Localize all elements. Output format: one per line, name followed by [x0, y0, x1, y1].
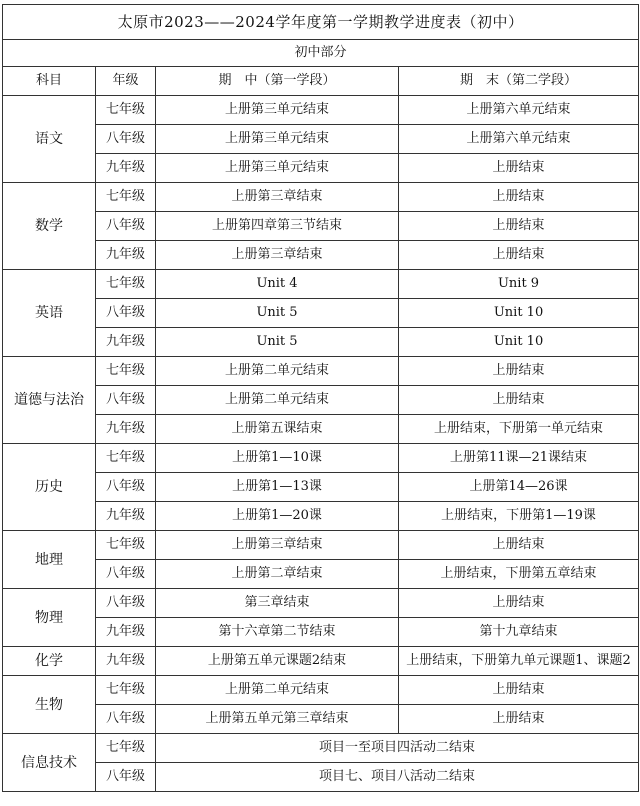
final-cell: Unit 10: [399, 328, 639, 357]
subject-cell: 地理: [3, 531, 96, 589]
table-row: [3, 154, 639, 183]
subject-cell: 历史: [3, 444, 96, 531]
midterm-cell: Unit 4: [156, 270, 399, 299]
section-label: 初中部分: [3, 40, 639, 67]
table-row: [3, 357, 639, 386]
grade-cell: 八年级: [96, 299, 156, 328]
grade-cell: 七年级: [96, 357, 156, 386]
midterm-cell: 上册第五单元课题2结束: [156, 647, 399, 676]
grade-cell: 八年级: [96, 386, 156, 415]
table-row: [3, 415, 639, 444]
grade-cell: 七年级: [96, 270, 156, 299]
midterm-cell: 上册第二单元结束: [156, 676, 399, 705]
table-row: [3, 328, 639, 357]
final-cell: 上册结束，下册第五章结束: [399, 560, 639, 589]
final-cell: 上册结束: [399, 183, 639, 212]
final-cell: 上册结束，下册第九单元课题1、课题2: [399, 647, 639, 676]
table-row: [3, 183, 639, 212]
grade-cell: 八年级: [96, 125, 156, 154]
header-subject: 科目: [3, 67, 96, 96]
schedule-table: [2, 4, 639, 792]
midterm-cell: 上册第三章结束: [156, 241, 399, 270]
midterm-cell: 上册第五单元第三章结束: [156, 705, 399, 734]
subject-cell: 英语: [3, 270, 96, 357]
table-row: [3, 212, 639, 241]
final-cell: 上册第六单元结束: [399, 125, 639, 154]
final-cell: 上册结束，下册第1—19课: [399, 502, 639, 531]
final-cell: 上册结束: [399, 212, 639, 241]
table-row: [3, 589, 639, 618]
grade-cell: 八年级: [96, 560, 156, 589]
merged-progress-cell: 项目七、项目八活动二结束: [156, 763, 639, 792]
midterm-cell: 上册第二单元结束: [156, 357, 399, 386]
subject-cell: 语文: [3, 96, 96, 183]
midterm-cell: 上册第三单元结束: [156, 154, 399, 183]
midterm-cell: Unit 5: [156, 299, 399, 328]
grade-cell: 九年级: [96, 328, 156, 357]
table-row: [3, 763, 639, 792]
final-cell: 上册结束: [399, 386, 639, 415]
grade-cell: 八年级: [96, 589, 156, 618]
table-row: [3, 560, 639, 589]
final-cell: 上册结束: [399, 154, 639, 183]
table-row: [3, 96, 639, 125]
final-cell: 上册结束，下册第一单元结束: [399, 415, 639, 444]
merged-progress-cell: 项目一至项目四活动二结束: [156, 734, 639, 763]
grade-cell: 九年级: [96, 618, 156, 647]
table-row: [3, 618, 639, 647]
final-cell: 上册结束: [399, 676, 639, 705]
midterm-cell: 上册第三章结束: [156, 531, 399, 560]
midterm-cell: Unit 5: [156, 328, 399, 357]
final-cell: 第十九章结束: [399, 618, 639, 647]
table-row: [3, 531, 639, 560]
midterm-cell: 上册第二单元结束: [156, 386, 399, 415]
grade-cell: 九年级: [96, 415, 156, 444]
table-row: [3, 386, 639, 415]
grade-cell: 九年级: [96, 241, 156, 270]
midterm-cell: 上册第三单元结束: [156, 125, 399, 154]
final-cell: 上册结束: [399, 357, 639, 386]
table-row: [3, 502, 639, 531]
midterm-cell: 第十六章第二节结束: [156, 618, 399, 647]
grade-cell: 九年级: [96, 647, 156, 676]
table-row: [3, 125, 639, 154]
table-row: [3, 473, 639, 502]
page-title: 太原市2023——2024学年度第一学期教学进度表（初中）: [3, 5, 639, 40]
header-final: 期 末（第二学段）: [399, 67, 639, 96]
subject-cell: 化学: [3, 647, 96, 676]
table-row: [3, 444, 639, 473]
midterm-cell: 上册第1—10课: [156, 444, 399, 473]
grade-cell: 七年级: [96, 96, 156, 125]
subject-cell: 物理: [3, 589, 96, 647]
table-row: [3, 270, 639, 299]
grade-cell: 八年级: [96, 763, 156, 792]
midterm-cell: 上册第三章结束: [156, 183, 399, 212]
grade-cell: 七年级: [96, 531, 156, 560]
table-row: [3, 705, 639, 734]
final-cell: Unit 10: [399, 299, 639, 328]
table-row: [3, 734, 639, 763]
subject-cell: 数学: [3, 183, 96, 270]
table-row: [3, 299, 639, 328]
grade-cell: 七年级: [96, 734, 156, 763]
midterm-cell: 上册第五课结束: [156, 415, 399, 444]
grade-cell: 八年级: [96, 212, 156, 241]
grade-cell: 七年级: [96, 676, 156, 705]
midterm-cell: 第三章结束: [156, 589, 399, 618]
subject-cell: 信息技术: [3, 734, 96, 792]
final-cell: 上册结束: [399, 705, 639, 734]
subject-cell: 道德与法治: [3, 357, 96, 444]
midterm-cell: 上册第1—13课: [156, 473, 399, 502]
subject-cell: 生物: [3, 676, 96, 734]
midterm-cell: 上册第四章第三节结束: [156, 212, 399, 241]
midterm-cell: 上册第三单元结束: [156, 96, 399, 125]
midterm-cell: 上册第二章结束: [156, 560, 399, 589]
header-midterm: 期 中（第一学段）: [156, 67, 399, 96]
final-cell: 上册结束: [399, 531, 639, 560]
table-row: [3, 241, 639, 270]
grade-cell: 八年级: [96, 473, 156, 502]
grade-cell: 八年级: [96, 705, 156, 734]
table-row: [3, 676, 639, 705]
final-cell: Unit 9: [399, 270, 639, 299]
final-cell: 上册第14—26课: [399, 473, 639, 502]
grade-cell: 七年级: [96, 444, 156, 473]
grade-cell: 九年级: [96, 154, 156, 183]
grade-cell: 七年级: [96, 183, 156, 212]
table-row: [3, 647, 639, 676]
header-grade: 年级: [96, 67, 156, 96]
grade-cell: 九年级: [96, 502, 156, 531]
final-cell: 上册结束: [399, 589, 639, 618]
final-cell: 上册第11课—21课结束: [399, 444, 639, 473]
midterm-cell: 上册第1—20课: [156, 502, 399, 531]
final-cell: 上册结束: [399, 241, 639, 270]
final-cell: 上册第六单元结束: [399, 96, 639, 125]
